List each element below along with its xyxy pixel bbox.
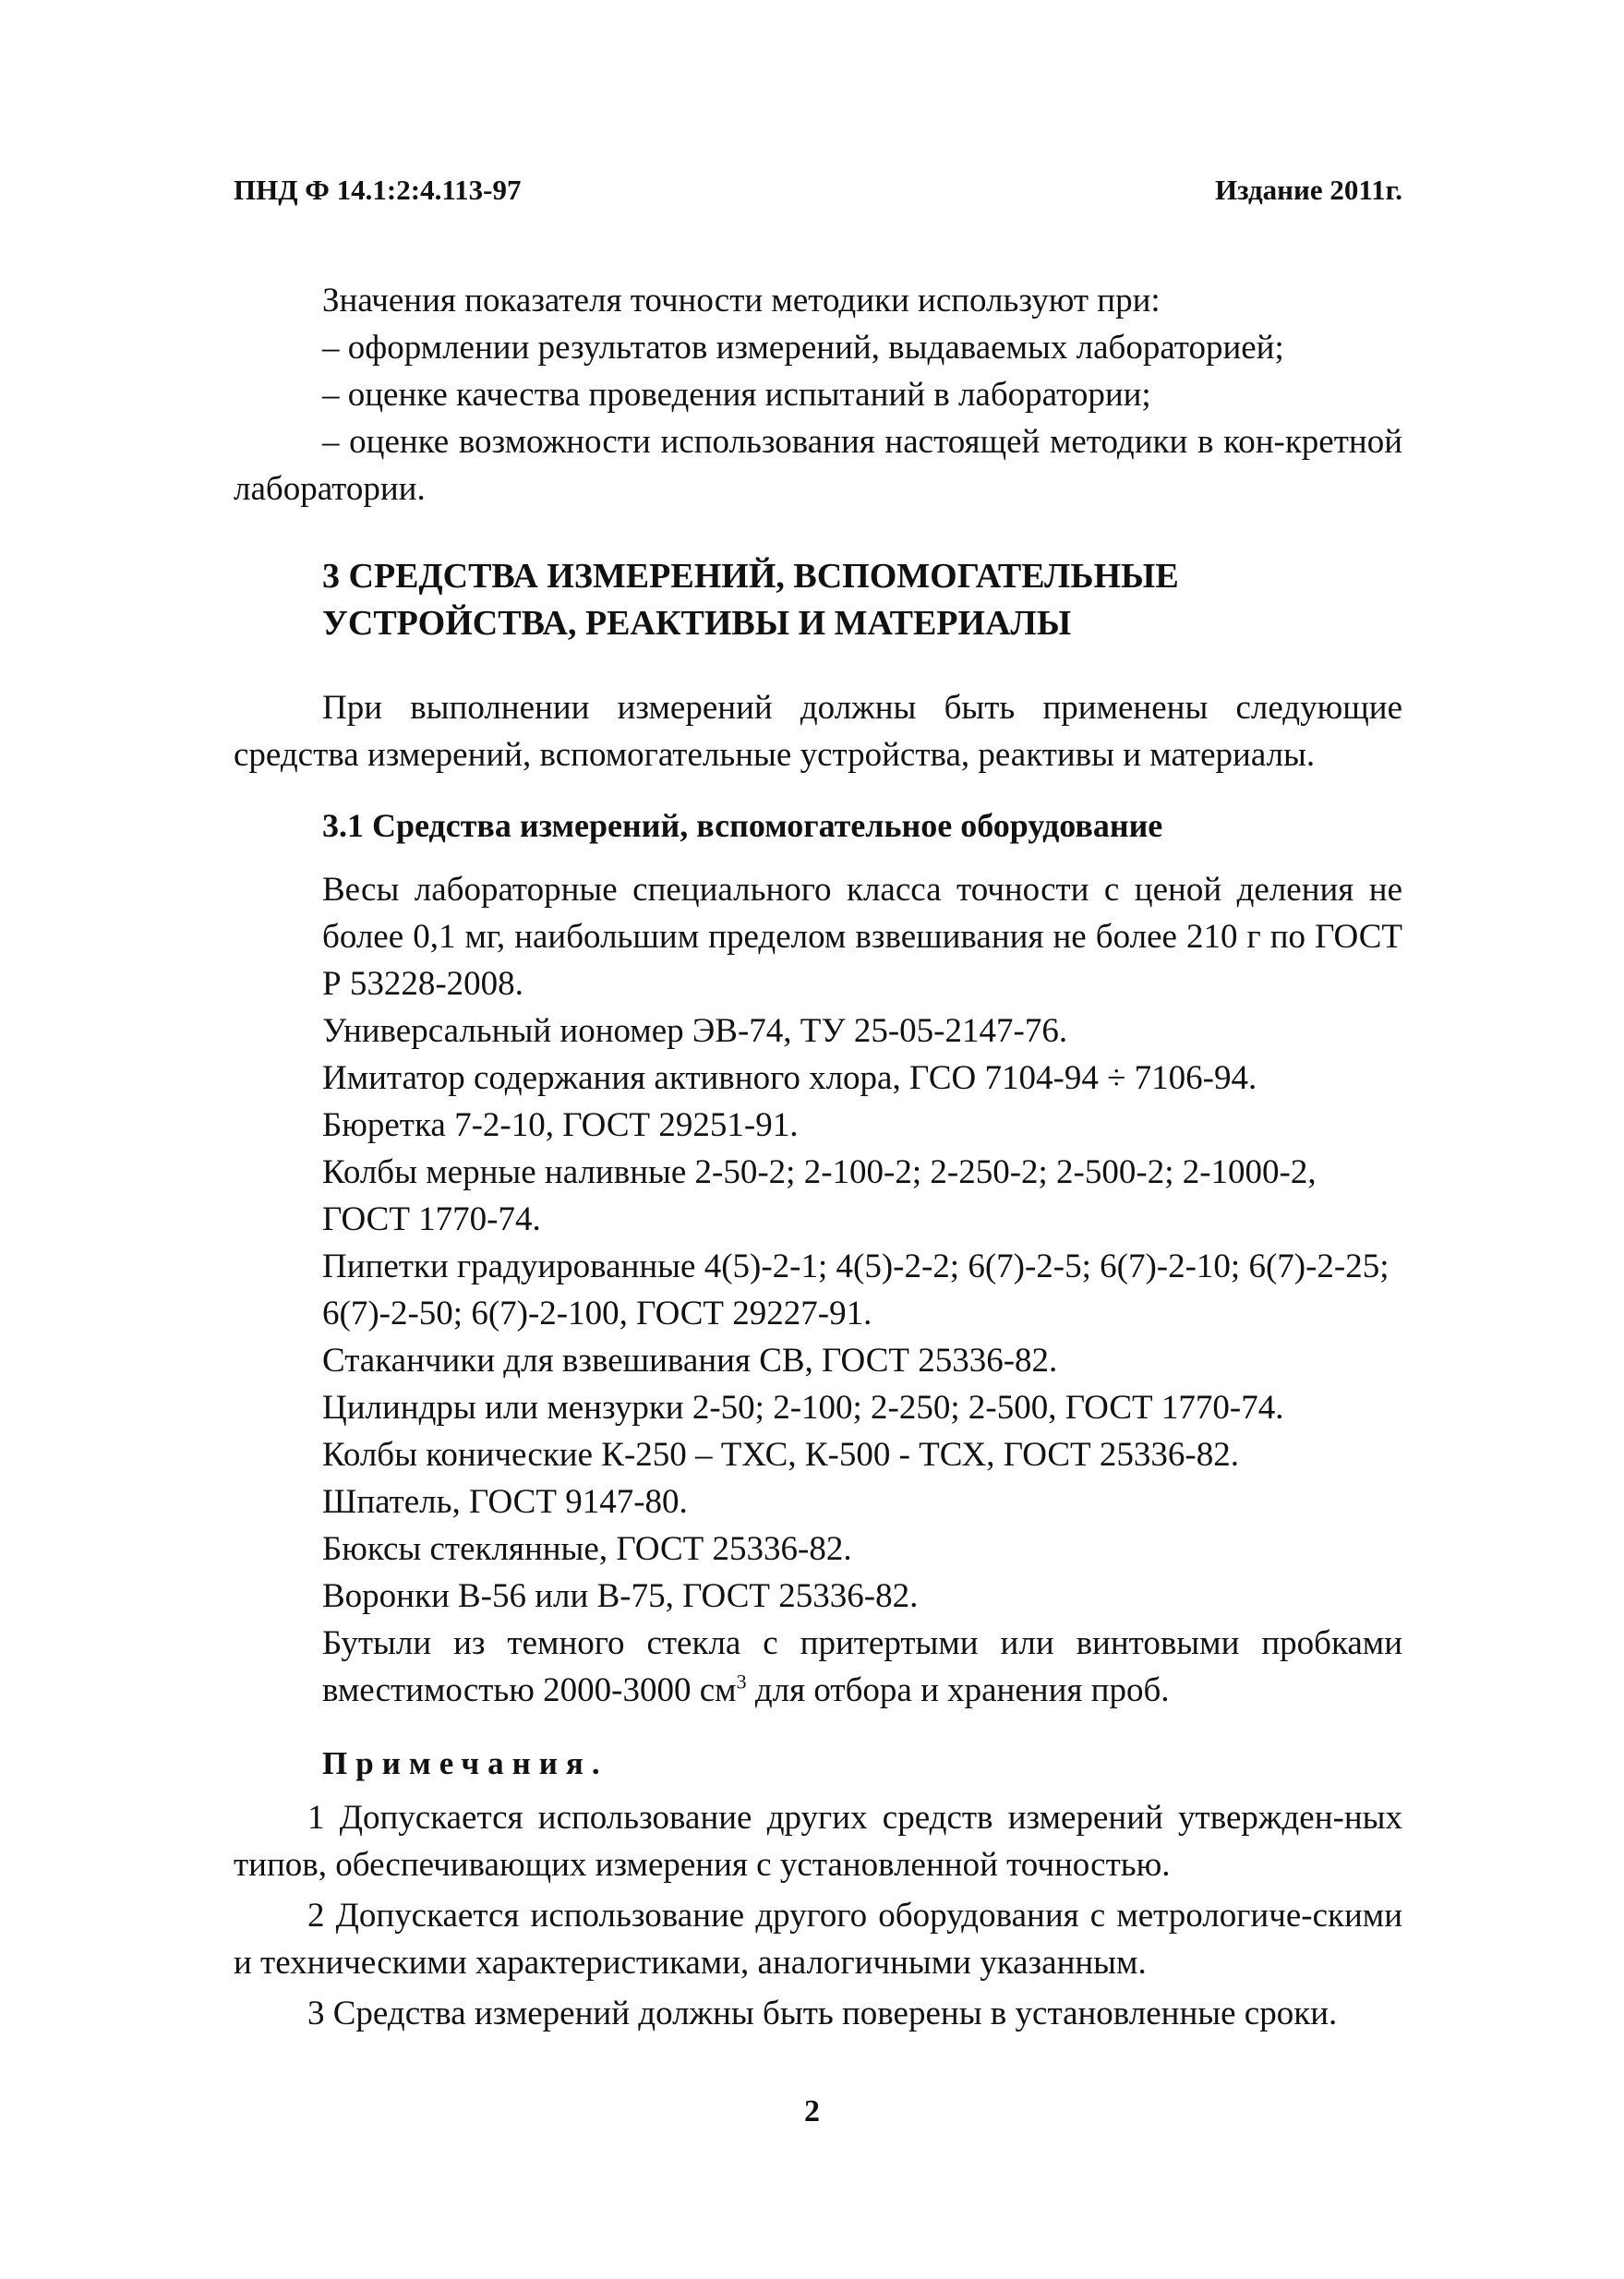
equipment-item: Бюретка 7-2-10, ГОСТ 29251-91. (322, 1106, 799, 1144)
equipment-item: Колбы мерные наливные 2-50-2; 2-100-2; 2-250-2; 2-500-2; 2-1000-2, ГОСТ 1770-74. (322, 1153, 1317, 1238)
intro-item: – оценке качества проведения испытаний в лаборатории; (322, 376, 1151, 414)
document-code: ПНД Ф 14.1:2:4.113-97 (234, 174, 522, 206)
equipment-item: Воронки В-56 или В-75, ГОСТ 25336-82. (322, 1577, 919, 1615)
note-item: 2 Допускается использование другого оборудования с метрологиче-скими и техническими характеристиками, аналогичными указанным. (234, 1897, 1402, 1982)
equipment-item: Цилиндры или мензурки 2-50; 2-100; 2-250; 2-500, ГОСТ 1770-74. (322, 1389, 1284, 1427)
notes-heading: Примечания. (322, 1745, 608, 1781)
equipment-item: Бюксы стеклянные, ГОСТ 25336-82. (322, 1530, 852, 1568)
page-content (234, 277, 1402, 2041)
equipment-item-bottles (322, 1620, 1402, 1714)
intro-item: – оценке возможности использования настоящей методики в кон-кретной лаборатории. (234, 423, 1402, 508)
note-item: 1 Допускается использование других средств измерений утвержден-ных типов, обеспечивающих измерения с установленной точностью. (234, 1799, 1402, 1884)
intro-item: – оформлении результатов измерений, выдаваемых лабораторией; (322, 329, 1284, 367)
note-item: 3 Средства измерений должны быть поверены в установленные сроки. (307, 1995, 1338, 2032)
equipment-item: Колбы конические К-250 – ТХС, К-500 - ТСХ, ГОСТ 25336-82. (322, 1436, 1239, 1474)
equipment-item: Стаканчики для взвешивания СВ, ГОСТ 25336-82. (322, 1342, 1058, 1380)
bottles-text: Бутыли из темного стекла с притертыми или винтовыми пробками вместимостью 2000-3000 см (322, 1624, 1402, 1709)
equipment-item: Имитатор содержания активного хлора, ГСО 7104-94 ÷ 7106-94. (322, 1059, 1257, 1097)
section-3-heading: 3 СРЕДСТВА ИЗМЕРЕНИЙ, ВСПОМОГАТЕЛЬНЫЕ УСТРОЙСТВА, РЕАКТИВЫ И МАТЕРИАЛЫ (322, 557, 1179, 643)
page-header (234, 174, 1402, 211)
equipment-list (322, 866, 1402, 1714)
intro-lead: Значения показателя точности методики используют при: (322, 282, 1161, 320)
equipment-item: Шпатель, ГОСТ 9147-80. (322, 1483, 688, 1521)
equipment-item: Весы лабораторные специального класса точности с ценой деления не более 0,1 мг, наибольшим пределом взвешивания не более 210 г по ГОСТ Р 53228-2008. (322, 871, 1402, 1003)
equipment-item: Пипетки градуированные 4(5)-2-1; 4(5)-2-2; 6(7)-2-5; 6(7)-2-10; 6(7)-2-25; 6(7)-2-50; 6(7)-2-100, ГОСТ 29227-91. (322, 1248, 1389, 1332)
section-3-lead: При выполнении измерений должны быть применены следующие средства измерений, вспомогательные устройства, реактивы и материалы. (234, 689, 1402, 774)
equipment-item: Универсальный иономер ЭВ-74, ТУ 25-05-2147-76. (322, 1012, 1068, 1050)
cubic-superscript: 3 (736, 1670, 747, 1694)
edition-label: Издание 2011г. (1214, 174, 1402, 206)
bottles-text-end: для отбора и хранения проб. (746, 1671, 1170, 1709)
page-number: 2 (804, 2094, 820, 2128)
section-3-1-heading: 3.1 Средства измерений, вспомогательное оборудование (322, 807, 1163, 844)
